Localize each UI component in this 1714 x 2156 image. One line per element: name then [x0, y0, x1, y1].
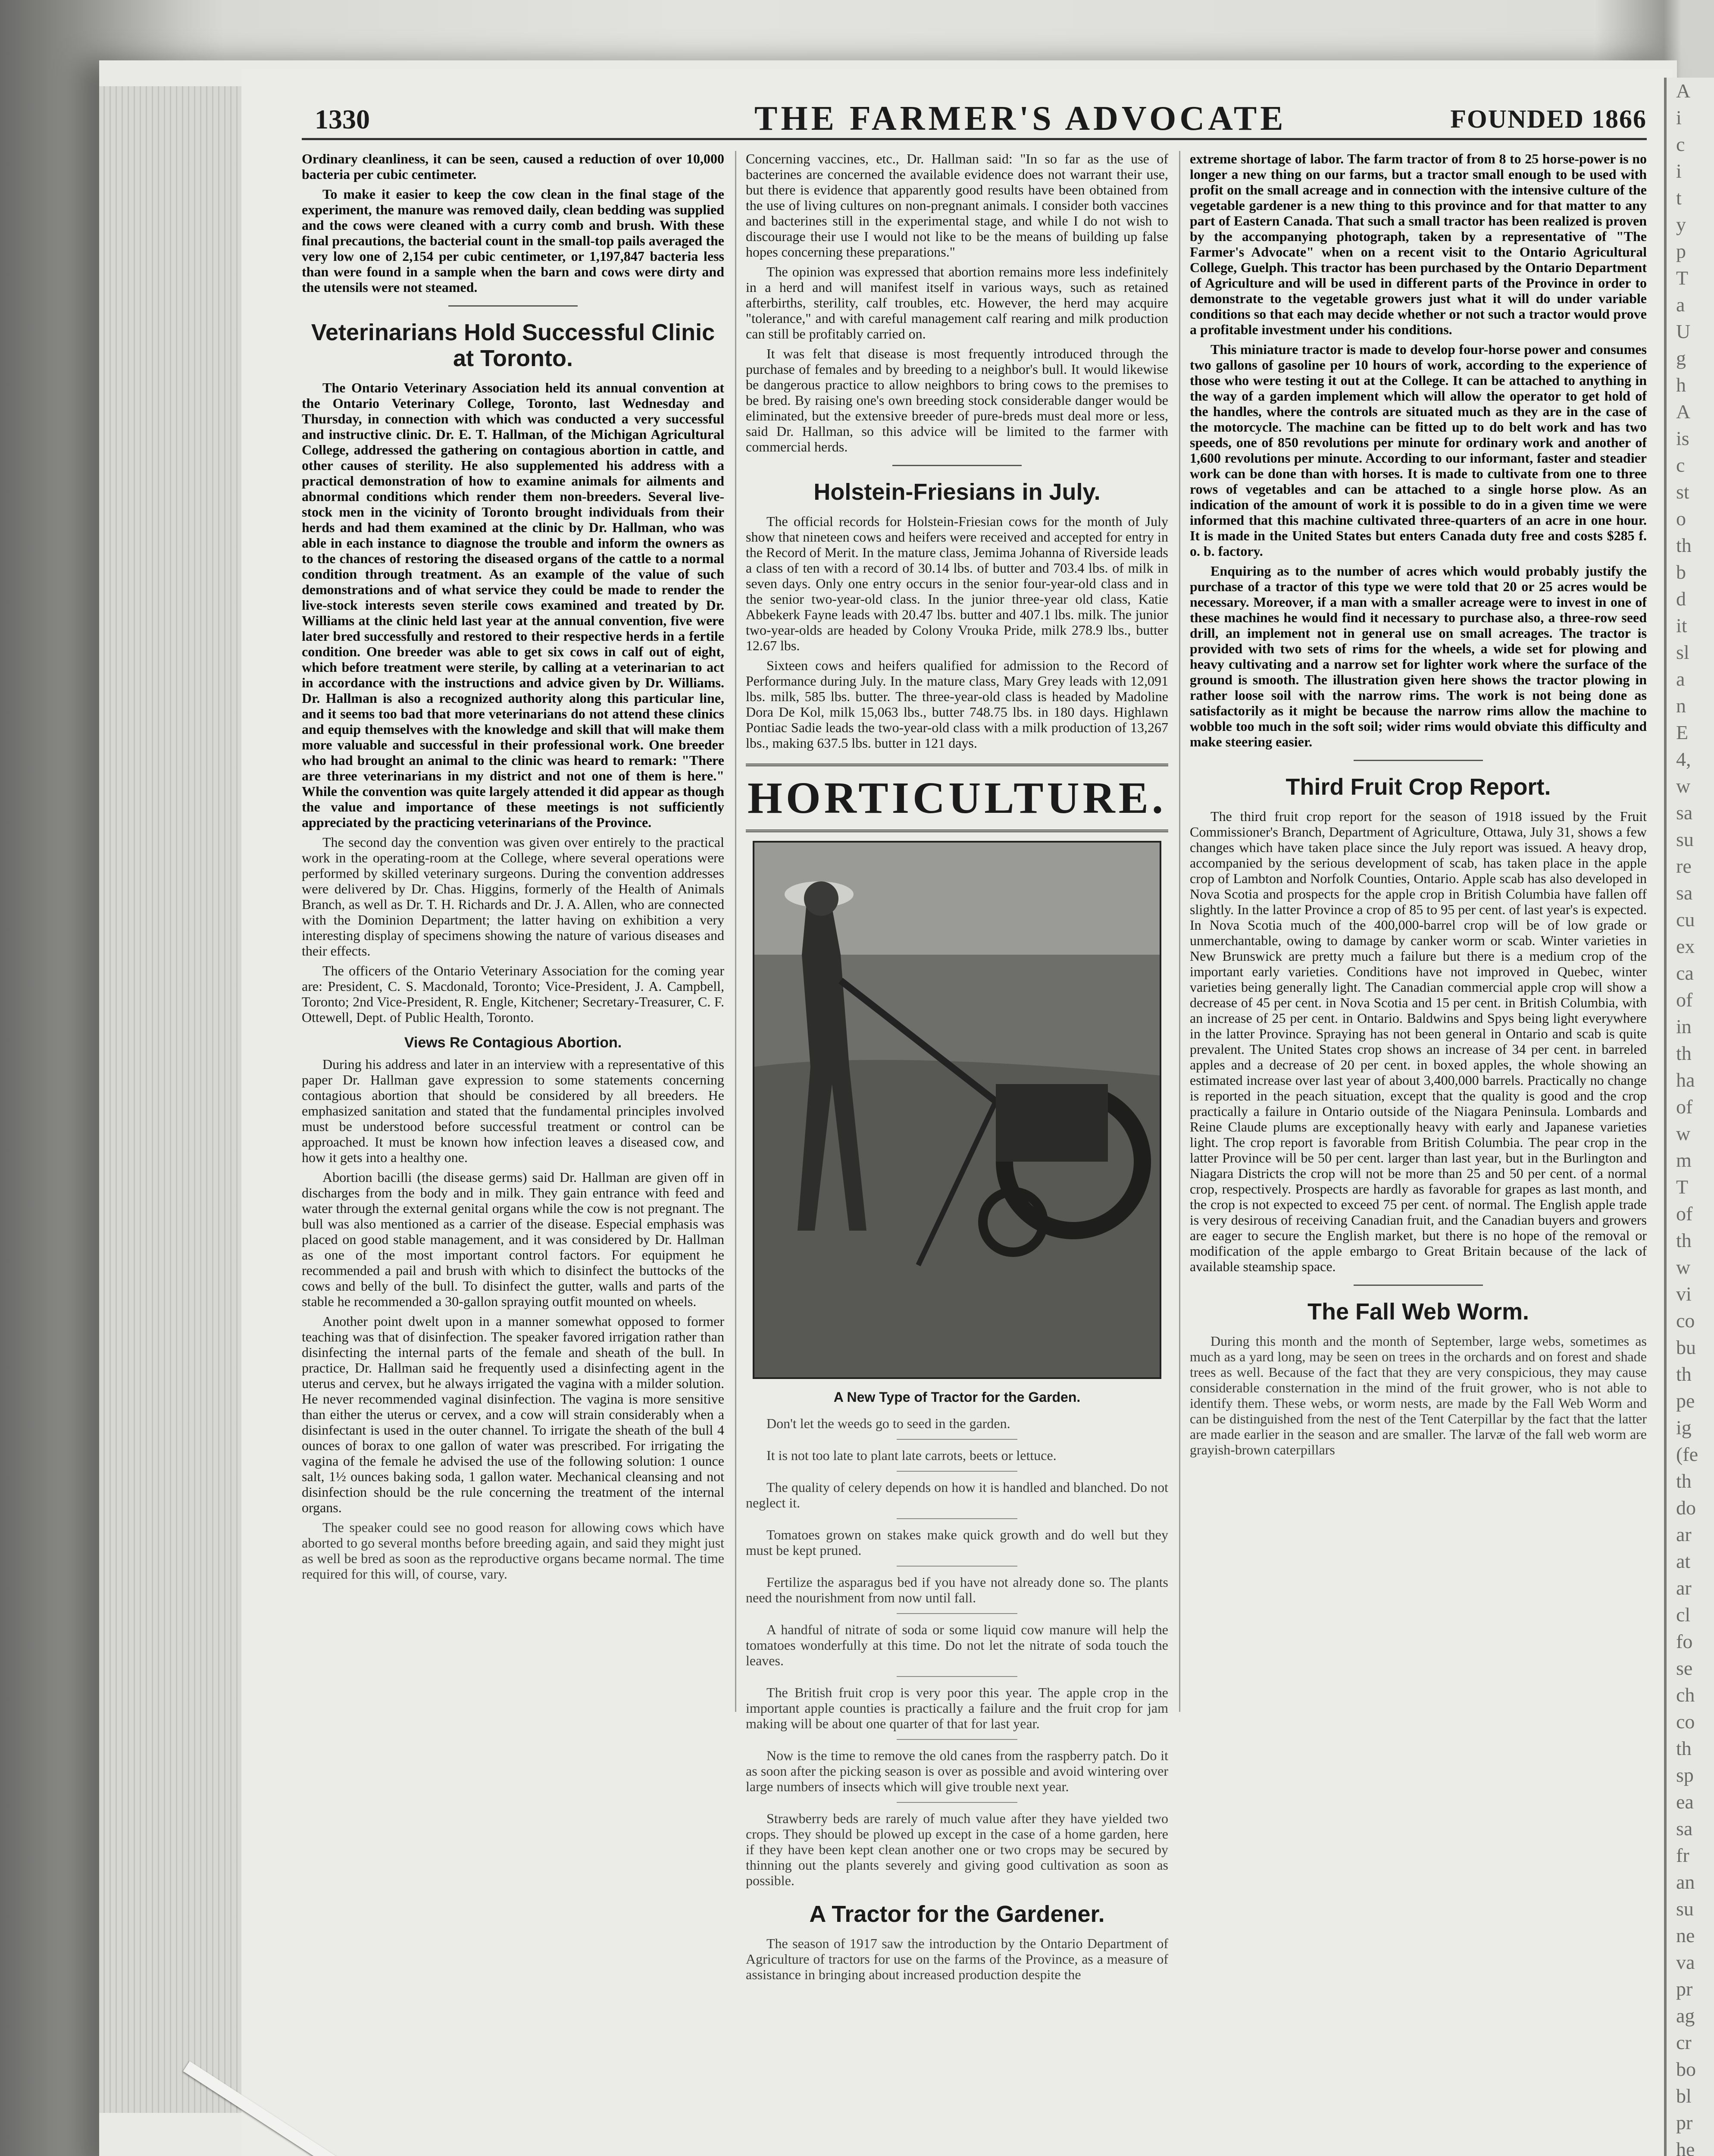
next-page-fragment: T — [1676, 1176, 1689, 1198]
article-title: Holstein-Friesians in July. — [813, 479, 1101, 505]
paragraph: During this month and the month of September, large webs, sometimes as much as a yard long, may be seen on trees in the orchards and on forest and shade trees as well. Because of the fact that they are very conspicious, they may cause considerable consternation in the mind of the fruit grower, who is not able to identify them. These webs, or worm nests, are made by the Fall Web Worm and can be distinguished from the nest of the Tent Caterpillar by the fact that the latter are made earlier in the season and are smaller. The larvæ of the fall web worm are grayish-brown caterpillars — [1190, 1333, 1647, 1457]
next-page-fragment: w — [1676, 775, 1691, 797]
tip: Strawberry beds are rarely of much value after they have yielded two crops. They should be plowed up except in the case of a home garden, here if they have been kept clean another one or two crops may be secured by thinning out the plants severely and giving good cultivation as soon as possible. — [746, 1811, 1168, 1888]
column-2 — [746, 151, 1168, 2134]
tip: A handful of nitrate of soda or some liquid cow manure will help the tomatoes wonderfully at this time. Do not let the nitrate of soda touch the leaves. — [746, 1622, 1168, 1668]
paragraph: Concerning vaccines, etc., Dr. Hallman said: "In so far as the use of bacterines are concerned the available evidence does not warrant their use, but there is evidence that apparently good results have been obtained from the use of living cultures on non-pregnant animals. I consider both vaccines and bacterines still in the experimental stage, and while I do not wish to discourage their use I would not like to be the means of building up false hopes concerning these preparations." — [746, 151, 1168, 260]
next-page-fragment: U — [1676, 320, 1691, 342]
tip: Tomatoes grown on stakes make quick growth and do well but they must be kept pruned. — [746, 1527, 1168, 1558]
paragraph: Enquiring as to the number of acres which would probably justify the purchase of a tractor of this type we were told that 20 or 25 acres would be necessary. Moreover, if a man with a smaller acreage were to invest in one of these machines he would find it necessary to purchase also, a three-row seed drill, an implement not in general use on small acreages. The tractor is provided with two sets of rims for the wheels, a wide set for plowing and heavy cultivating and a narrow set for lighter work where the surface of the ground is smooth. The illustration given here shows the tractor plowing in rather loose soil with the narrow rims. The work is not being done as satisfactorily as it might be because the narrow rims allow the machine to wobble too much in the soft soil; wider rims would obviate this difficulty and make steering easier. — [1190, 563, 1647, 749]
section-banner-text: HORTICULTURE. — [747, 773, 1167, 823]
next-page-fragment: an — [1676, 1871, 1695, 1893]
next-page-fragment: th — [1676, 1470, 1692, 1492]
next-page-fragment: i — [1676, 160, 1682, 182]
next-page-edge — [1664, 78, 1714, 2156]
next-page-fragment: at — [1676, 1550, 1691, 1572]
next-page-fragment: 4, — [1676, 748, 1691, 770]
tip: The quality of celery depends on how it is handled and blanched. Do not neglect it. — [746, 1479, 1168, 1510]
next-page-fragment: re — [1676, 855, 1692, 877]
paragraph: The season of 1917 saw the introduction by the Ontario Department of Agriculture of tractors for use on the farms of the Province, as a measure of assistance in bringing about increased production despite the — [746, 1936, 1168, 1982]
next-page-fragment: th — [1676, 1229, 1692, 1251]
next-page-fragment: sa — [1676, 1818, 1693, 1839]
next-page-fragment: cl — [1676, 1604, 1691, 1626]
paragraph: The second day the convention was given over entirely to the practical work in the operating-room at the College, where several operations were performed by skilled veterinary surgeons. During the convention addresses were delivered by Dr. Chas. Higgins, formerly of the Health of Animals Branch, as well as Dr. T. H. Richards and Dr. J. A. Allen, who are connected with the Dominion Department; the latter having on exhibition a very interesting display of specimens showing the nature of various diseases and their effects. — [302, 834, 724, 959]
next-page-fragment: ha — [1676, 1069, 1695, 1091]
column-rule — [1179, 151, 1180, 1712]
next-page-fragment: bu — [1676, 1336, 1696, 1358]
divider — [897, 1471, 1017, 1472]
paragraph: Sixteen cows and heifers qualified for admission to the Record of Performance during July. In the mature class, Mary Grey leads with 12,091 lbs. milk, 585 lbs. butter. The three-year-old class is headed by Madoline Dora De Kol, milk 15,063 lbs., butter 748.75 lbs. in 180 days. Highlawn Pontiac Sadie leads the two-year-old class with a milk production of 13,267 lbs., making 637.5 lbs. butter in 121 days. — [746, 658, 1168, 751]
section-banner — [746, 764, 1168, 832]
page-header — [302, 99, 1647, 140]
tip: Fertilize the asparagus bed if you have not already done so. The plants need the nourishment from now until fall. — [746, 1574, 1168, 1605]
next-page-fragment: pr — [1676, 1978, 1693, 2000]
next-page-fragment: fo — [1676, 1630, 1693, 1652]
next-page-fragment: y — [1676, 213, 1686, 235]
next-page-fragment: ex — [1676, 935, 1695, 957]
next-page-fragment: m — [1676, 1149, 1692, 1171]
next-page-fragment: su — [1676, 828, 1694, 850]
paragraph: It was felt that disease is most frequently introduced through the purchase of females and by breeding to a neighbor's bull. It would likewise be dangerous practice to allow neighbors to bring cows to the premises to be bred. By raising one's own breeding stock considerable danger would be eliminated, but the extensive breeder of pure-breds must deal more or less, said Dr. Hallman, so this advice will be limited to the farmer with commercial herds. — [746, 346, 1168, 454]
subsection-title: Views Re Contagious Abortion. — [404, 1034, 622, 1051]
next-page-fragment: c — [1676, 133, 1685, 155]
article-title: A Tractor for the Gardener. — [809, 1901, 1105, 1927]
founded-line: FOUNDED 1866 — [1450, 105, 1647, 133]
next-page-fragment: a — [1676, 668, 1685, 690]
paragraph: The opinion was expressed that abortion remains more less indefinitely in a herd and will manifest itself in various ways, such as retained afterbirths, sterility, calf troubles, etc. However, the herd may acquire "tolerance," and with careful management calf rearing and milk production can still be profitably carried on. — [746, 264, 1168, 342]
next-page-fragment: ar — [1676, 1523, 1692, 1545]
next-page-fragment: ne — [1676, 1924, 1695, 1946]
next-page-fragment: a — [1676, 294, 1685, 316]
paragraph: The third fruit crop report for the season of 1918 issued by the Fruit Commissioner's Branch, Department of Agriculture, Ottawa, July 31, shows a few changes which have taken place since the July report was issued. A heavy drop, accompanied by the serious development of scab, has taken place in the apple crop of Lambton and Norfolk Counties, Ontario. Apple scab has also developed in Nova Scotia and prospects for the apple crop in British Columbia have fallen off slightly. In the latter Province a crop of 85 to 95 per cent. of last year's is expected. In Nova Scotia much of the 400,000-barrel crop will be of low grade or unmerchantable, owing to damage by canker worm or scab. Winter varieties in New Brunswick are pretty much a failure but there is a medium crop of the important early varieties. Conditions have not improved in Quebec, winter varieties being generally light. The Canadian commercial apple crop will show a decrease of 45 per cent. in Nova Scotia and 15 per cent. in British Columbia, with an increase of 25 per cent. in Ontario. Baldwins and Spys being light everywhere in the latter Province. Spraying has not been general in Ontario and scab is quite prevalent. The United States crop shows an increase of 34 per cent. in barreled apples and a decrease of 20 per cent. in boxed apples, the whole showing an estimated increase over last year of about 3,400,000 barrels. Practically no change is reported in the peach situation, except that the quality is good and the crop practically a failure in Ontario outside of the Niagara Peninsula. Lombards and Reine Claude plums are exceptionally heavy with early and Japanese varieties light. The crop report is favorable from British Columbia. The pear crop in the latter Province will be 50 per cent. larger than last year, but in the Burlington and Niagara Districts the crop will not be more than 25 and 50 per cent. of a normal crop, respectively. Prospects are hardly as favorable for grapes as last month, and the crop is not expected to exceed 75 per cent. of normal. The English apple trade is very desirous of receiving Canadian fruit, and the Canadian buyers and growers are eager to secure the English market, but there is no hope of the removal or modification of the apple embargo to Great Britain because of the lack of available steamship space. — [1190, 808, 1647, 1274]
next-page-fragment: se — [1676, 1657, 1693, 1679]
next-page-fragment: o — [1676, 508, 1686, 530]
next-page-fragment: ag — [1676, 2005, 1695, 2027]
next-page-fragment: A — [1676, 80, 1691, 102]
divider — [1354, 1285, 1483, 1286]
photo-caption: A New Type of Tractor for the Garden. — [833, 1389, 1081, 1405]
next-page-fragment: p — [1676, 240, 1686, 262]
next-page-fragment: th — [1676, 534, 1692, 556]
divider — [897, 1676, 1017, 1677]
next-page-fragment: w — [1676, 1256, 1691, 1278]
next-page-fragment: st — [1676, 481, 1689, 503]
next-page-fragment: of — [1676, 989, 1693, 1011]
next-page-fragment: fr — [1676, 1844, 1689, 1866]
next-page-fragment: do — [1676, 1497, 1696, 1519]
next-page-fragment: n — [1676, 695, 1686, 717]
divider — [897, 1518, 1017, 1519]
paragraph: The official records for Holstein-Friesian cows for the month of July show that nineteen cows and heifers were received and accepted for entry in the Record of Merit. In the mature class, Jemima Johanna of Riverside leads a class of ten with a record of 30.14 lbs. of butter and 703.4 lbs. of milk in seven days. Only one entry occurs in the senior four-year-old class and in the senior two-year-old class. In the junior three-year old class, Katie Abbekerk Fayne leads with 20.47 lbs. butter and 407.1 lbs. milk. The junior two-year-olds are headed by Colony Vrouka Pride, milk 278.9 lbs., butter 12.67 lbs. — [746, 514, 1168, 653]
column-1 — [302, 151, 724, 2134]
article-title: Veterinarians Hold Successful Clinic at Toronto. — [311, 320, 715, 371]
next-page-fragment: sl — [1676, 641, 1689, 663]
divider — [897, 1739, 1017, 1740]
divider — [1354, 760, 1483, 761]
next-page-fragment: T — [1676, 267, 1689, 289]
divider — [897, 1566, 1017, 1567]
next-page-fragment: he — [1676, 2138, 1695, 2156]
page-edges — [99, 86, 263, 2113]
next-page-fragment: bl — [1676, 2085, 1692, 2107]
paragraph: The speaker could see no good reason for allowing cows which have aborted to go several months before breeding again, and said they might just as well be bred as soon as the reproductive organs became normal. The time required for this will, of course, vary. — [302, 1520, 724, 1582]
next-page-fragment: pr — [1676, 2112, 1693, 2134]
column-rule — [735, 151, 736, 1712]
next-page-fragment: h — [1676, 374, 1686, 396]
tip: Don't let the weeds go to seed in the garden. — [766, 1416, 1010, 1431]
next-page-fragment: co — [1676, 1310, 1695, 1332]
next-page-fragment: sa — [1676, 882, 1693, 904]
next-page-fragment: A — [1676, 401, 1691, 423]
divider — [448, 305, 578, 307]
next-page-fragment: th — [1676, 1737, 1692, 1759]
next-page-fragment: E — [1676, 721, 1689, 743]
divider — [897, 1802, 1017, 1803]
next-page-fragment: is — [1676, 427, 1689, 449]
next-page-fragment: d — [1676, 588, 1686, 610]
next-page-fragment: bo — [1676, 2058, 1696, 2080]
divider — [892, 465, 1022, 466]
paragraph: This miniature tractor is made to develop four-horse power and consumes two gallons of gasoline per 10 hours of work, according to the experience of those who were testing it out at the College. It can be attached to anything in the way of a garden implement which will allow the operator to get hold of the handles, where the controls are situated much as they are in the case of the motorcycle. The machine can be fitted up to do belt work and has two speeds, one of 850 revolutions per minute for ordinary work and another of 1,600 revolutions per minute. According to our informant, faster and steadier work can be done than with horses. It is made to cultivate from one to three rows of vegetables and can be attached to a single horse plow. As an indication of the amount of work it is possible to do in a given time we were informed that this machine cultivated three-quarters of an acre in one hour. It is made in the United States but enters Canada duty free and costs $285 f. o. b. factory. — [1190, 342, 1647, 559]
next-page-fragment: th — [1676, 1363, 1692, 1385]
next-page-fragment: c — [1676, 454, 1685, 476]
next-page-fragment: ig — [1676, 1416, 1692, 1438]
next-page-fragment: b — [1676, 561, 1686, 583]
next-page-fragment: t — [1676, 187, 1682, 209]
divider — [897, 1439, 1017, 1440]
next-page-fragment: it — [1676, 614, 1687, 636]
next-page-fragment: ch — [1676, 1684, 1695, 1706]
paragraph: Ordinary cleanliness, it can be seen, caused a reduction of over 10,000 bacteria per cubic centimeter. — [302, 151, 724, 182]
next-page-fragment: cu — [1676, 909, 1695, 931]
next-page-fragment: sa — [1676, 802, 1693, 824]
tip: Now is the time to remove the old canes from the raspberry patch. Do it as soon after the picking season is over as possible and avoid wintering over large numbers of insects which will give trouble next year. — [746, 1748, 1168, 1794]
next-page-fragment: of — [1676, 1096, 1693, 1118]
next-page-fragment: (fe — [1676, 1443, 1698, 1465]
tractor-photo — [753, 841, 1161, 1379]
next-page-fragment: i — [1676, 107, 1682, 128]
next-page-fragment: of — [1676, 1203, 1693, 1225]
next-page-fragment: ar — [1676, 1577, 1692, 1599]
next-page-fragment: cr — [1676, 2031, 1692, 2053]
column-3 — [1190, 151, 1647, 2134]
masthead: THE FARMER'S ADVOCATE — [754, 100, 1287, 138]
article-title: Third Fruit Crop Report. — [1286, 774, 1551, 800]
paragraph: To make it easier to keep the cow clean in the final stage of the experiment, the manure was removed daily, clean bedding was supplied and the cows were cleaned with a curry comb and brush. With these final precautions, the bacterial count in the small-top pails averaged the very low one of 2,154 per cubic centimeter, or 1,197,847 bacteria less than were found in a sample when the barn and cows were dirty and the utensils were not steamed. — [302, 186, 724, 295]
tractor-illustration — [754, 843, 1160, 1377]
next-page-fragment: in — [1676, 1015, 1692, 1037]
next-page-fragment: th — [1676, 1042, 1692, 1064]
paragraph: During his address and later in an interview with a representative of this paper Dr. Hallman gave expression to some statements concerning contagious abortion that should be considered by all breeders. He emphasized sanitation and stated that the fundamental principles involved must be understood before successful treatment or control can be approached. It must be known how infection leaves a diseased cow, and how it gets into a healthy one. — [302, 1056, 724, 1165]
paragraph: The Ontario Veterinary Association held its annual convention at the Ontario Veterinary College, Toronto, last Wednesday and Thursday, in connection with which was conducted a very successful and instructive clinic. Dr. E. T. Hallman, of the Michigan Agricultural College, addressed the gathering on contagious abortion in cattle, and other causes of sterility. He also supplemented his address with a practical demonstration of how to examine animals for ailments and abnormal conditions which render them non-breeders. Several live-stock men in the vicinity of Toronto brought individuals from their herds and had them examined at the clinic by Dr. Hallman, who was able in each instance to diagnose the trouble and inform the owners as to the chances of restoring the diseased organs of the cattle to a normal condition through treatment. As an example of the value of such demonstrations and of what service they could be made to render the live-stock interests seven sterile cows examined and treated by Dr. Williams at the clinic held last year at the annual convention, five were later bred successfully and restored to their respective herds in a fertile condition. One breeder was able to get six cows in calf out of eight, which before treatment were sterile, by calling at a veterinarian to act in accordance with the instructions and advice given by Dr. Williams. Dr. Hallman is also a recognized authority along this particular line, and it seems too bad that more veterinarians do not attend these clinics and equip themselves with the knowledge and skill that will make them more valuable and successful in their professional work. One breeder who had brought an animal to the clinic was heard to remark: "There are three veterinarians in my district and not one of them is here." While the convention was quite largely attended it did appear as though the value and importance of these meetings is not sufficiently appreciated by the practicing veterinarians of the Province. — [302, 380, 724, 830]
paragraph: The officers of the Ontario Veterinary Association for the coming year are: President, C. S. Macdonald, Toronto; Vice-President, J. A. Campbell, Toronto; 2nd Vice-President, R. Engle, Kitchener; Secretary-Treasurer, C. F. Ottewell, Dept. of Public Health, Toronto. — [302, 963, 724, 1025]
tip: The British fruit crop is very poor this year. The apple crop in the important apple counties is practically a failure and the fruit crop for jam making will be about one quarter of that for last year. — [746, 1685, 1168, 1731]
next-page-fragment: vi — [1676, 1283, 1692, 1305]
next-page-fragment: va — [1676, 1951, 1695, 1973]
divider — [897, 1613, 1017, 1614]
next-page-fragment: w — [1676, 1122, 1691, 1144]
tip: It is not too late to plant late carrots, beets or lettuce. — [766, 1448, 1057, 1463]
paragraph: Abortion bacilli (the disease germs) said Dr. Hallman are given off in discharges from the body and in milk. They gain entrance with feed and water through the external genital organs while the cow is not pregnant. The bull was also mentioned as a carrier of the disease. Especial emphasis was placed on good stable management, and it was considered by Dr. Hallman as one of the most important control factors. For equipment he recommended a pail and brush with which to disinfect the buttocks of the cows and belly of the bull. To disinfect the gutter, walls and parts of the stable he recommended a 30-gallon spraying outfit mounted on wheels. — [302, 1169, 724, 1309]
paragraph: extreme shortage of labor. The farm tractor of from 8 to 25 horse-power is no longer a new thing on our farms, but a tractor small enough to be used with profit on the small acreage and in connection with the intensive culture of the vegetable gardener is a new thing to this province and for that matter to any part of Eastern Canada. That such a small tractor has been realized is proven by the accompanying photograph, taken by a representative of "The Farmer's Advocate" when on a recent visit to the Ontario Agricultural College, Guelph. This tractor has been purchased by the Ontario Department of Agriculture and will be used in different parts of the Province in order to demonstrate to the vegetable growers just what it will do under variable conditions so that each may decide whether or not such a tractor would prove a profitable investment under his conditions. — [1190, 151, 1647, 337]
next-page-fragment: su — [1676, 1898, 1694, 1920]
next-page-fragment: g — [1676, 347, 1686, 369]
next-page-fragment: ca — [1676, 962, 1694, 984]
page-number: 1330 — [315, 104, 370, 135]
next-page-fragment: ea — [1676, 1791, 1694, 1813]
next-page-fragment: pe — [1676, 1390, 1695, 1412]
paragraph: Another point dwelt upon in a manner somewhat opposed to former teaching was that of disinfection. The speaker favored irrigation rather than disinfecting the internal parts of the female and sheath of the bull. In practice, Dr. Hallman said he frequently used a disinfecting agent in the uterus and cervex, but he always irrigated the vagina with a milder solution. He never recommended vaginal disinfection. The vagina is more sensitive than either the uterus or cervex, and a cow will strain considerably when a disinfectant is used in the outer channel. To irrigate the sheath of the bull 4 ounces of borax to one gallon of water was prescribed. For irrigating the vagina of the female he advised the use of the following solution: 1 ounce salt, 1½ ounces baking soda, 1 gallon water. Mechanical cleansing and not disinfection should be the rule concerning the treatment of the internal organs. — [302, 1313, 724, 1515]
next-page-fragment: co — [1676, 1711, 1695, 1733]
article-title: The Fall Web Worm. — [1307, 1299, 1529, 1325]
next-page-fragment: sp — [1676, 1764, 1694, 1786]
